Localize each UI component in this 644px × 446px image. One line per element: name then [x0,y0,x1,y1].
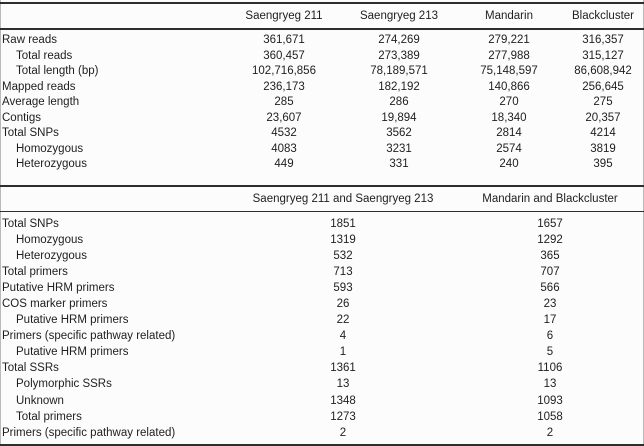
cell-value: 13 [336,378,350,391]
cell-value: 365 [540,249,560,262]
row-label: Raw reads [2,34,57,46]
table-row [0,280,644,296]
cell-value: 182,192 [378,80,420,93]
cell-value: 86,608,942 [574,65,632,77]
table-row [0,111,644,127]
cell-value: 1 [339,346,347,359]
cell-value: 1273 [330,410,356,423]
cell-value: 20,357 [585,111,621,124]
table-figure [0,2,644,446]
cell-value: 140,866 [488,80,530,93]
table-row [0,157,644,173]
cell-value: 315,127 [582,49,624,62]
cell-value: 532 [333,249,353,262]
table-row [0,376,644,392]
row-label: Homozygous [16,233,84,246]
cell-value: 17 [543,314,557,327]
table-header-row [0,186,644,212]
cell-value: 4214 [590,127,616,139]
cell-value: 1361 [330,362,356,375]
table-row [0,232,644,248]
table-row [0,142,644,158]
row-label: Unknown [16,394,64,407]
cell-value: 26 [336,297,350,310]
row-label: Total SSRs [2,362,59,375]
cell-value: 1106 [537,362,563,375]
table-row [0,49,644,65]
row-label: Total SNPs [2,127,59,139]
cell-value: 4083 [271,142,297,155]
cell-value: 286 [389,96,409,108]
table-row [0,425,644,445]
cell-value: 4532 [271,127,297,139]
column-header-saengryeg-211: Saengryeg 211 [226,3,342,29]
row-label: Putative HRM primers [16,314,129,327]
row-label: Contigs [2,111,41,124]
cell-value: 1657 [537,217,563,230]
cell-value: 1319 [330,233,356,246]
cell-value: 449 [274,158,294,170]
table-row [0,344,644,360]
column-header-saengryeg-pair: Saengryeg 211 and Saengryeg 213 [230,186,456,212]
row-label: Homozygous [16,142,84,155]
row-label: Primers (specific pathway related) [2,426,176,439]
cell-value: 316,357 [582,34,624,46]
column-header-blackcluster: Blackcluster [562,3,644,29]
cell-value: 256,645 [582,80,624,93]
cell-value: 707 [540,265,560,278]
cell-value: 18,340 [491,111,527,124]
cell-value: 23,607 [266,111,302,124]
row-label: Putative HRM primers [16,346,129,359]
cell-value: 360,457 [263,49,305,62]
row-label: Polymorphic SSRs [16,378,112,391]
column-header-saengryeg-213: Saengryeg 213 [342,3,456,29]
cell-value: 273,389 [378,49,420,62]
cell-value: 713 [333,265,353,278]
table-row [0,248,644,264]
cell-value: 240 [499,158,519,170]
cell-value: 3819 [590,142,616,155]
table-row [0,360,644,376]
row-label: Mapped reads [2,80,76,93]
table-row [0,264,644,280]
row-label: Total SNPs [2,217,59,230]
cell-value: 566 [540,281,560,294]
cell-value: 1058 [537,410,563,423]
cell-value: 23 [543,297,557,310]
table-row [0,126,644,142]
row-label: Total length (bp) [16,65,99,77]
cell-value: 2574 [496,142,522,155]
cell-value: 277,988 [488,49,530,62]
row-label: Total reads [16,49,73,62]
cell-value: 275 [593,96,613,108]
cell-value: 78,189,571 [370,65,428,77]
row-label: Heterozygous [16,249,87,262]
cell-value: 593 [333,281,353,294]
cell-value: 331 [389,158,409,170]
table-row [0,328,644,344]
cell-value: 1851 [330,217,356,230]
cell-value: 22 [336,314,350,327]
cell-value: 102,716,856 [252,65,316,77]
pairwise-comparison-table [0,185,644,446]
table-row [0,95,644,111]
column-header-mandarin-blackcluster-pair: Mandarin and Blackcluster [456,186,644,212]
cell-value: 274,269 [378,34,420,46]
cell-value: 3231 [386,142,412,155]
cell-value: 2 [339,426,347,439]
row-label: Total primers [16,410,82,423]
sequencing-stats-table [0,2,644,173]
cell-value: 361,671 [263,34,305,46]
cell-value: 6 [546,330,554,343]
table-row [0,312,644,328]
table-row [0,29,644,49]
cell-value: 19,894 [381,111,417,124]
row-label: Heterozygous [16,158,87,170]
cell-value: 285 [274,96,294,108]
cell-value: 279,221 [488,34,530,46]
cell-value: 1348 [330,394,356,407]
table-row [0,211,644,232]
row-label: COS marker primers [2,297,108,310]
table-header-row [0,3,644,29]
table-row [0,393,644,409]
column-header-blank [0,3,226,29]
column-header-mandarin: Mandarin [456,3,562,29]
cell-value: 75,148,597 [480,65,538,77]
cell-value: 2814 [496,127,522,139]
cell-value: 5 [546,346,554,359]
cell-value: 395 [593,158,613,170]
cell-value: 270 [499,96,519,108]
cell-value: 2 [546,426,554,439]
table-row [0,409,644,425]
cell-value: 3562 [386,127,412,139]
row-label: Total primers [2,265,68,278]
cell-value: 4 [339,330,347,343]
cell-value: 1292 [537,233,563,246]
column-header-blank [0,186,230,212]
cell-value: 1093 [537,394,563,407]
cell-value: 236,173 [263,80,305,93]
row-label: Putative HRM primers [2,281,115,294]
table-row [0,80,644,96]
row-label: Average length [2,96,80,108]
table-row [0,296,644,312]
cell-value: 13 [543,378,557,391]
table-row [0,64,644,80]
row-label: Primers (specific pathway related) [2,330,176,343]
